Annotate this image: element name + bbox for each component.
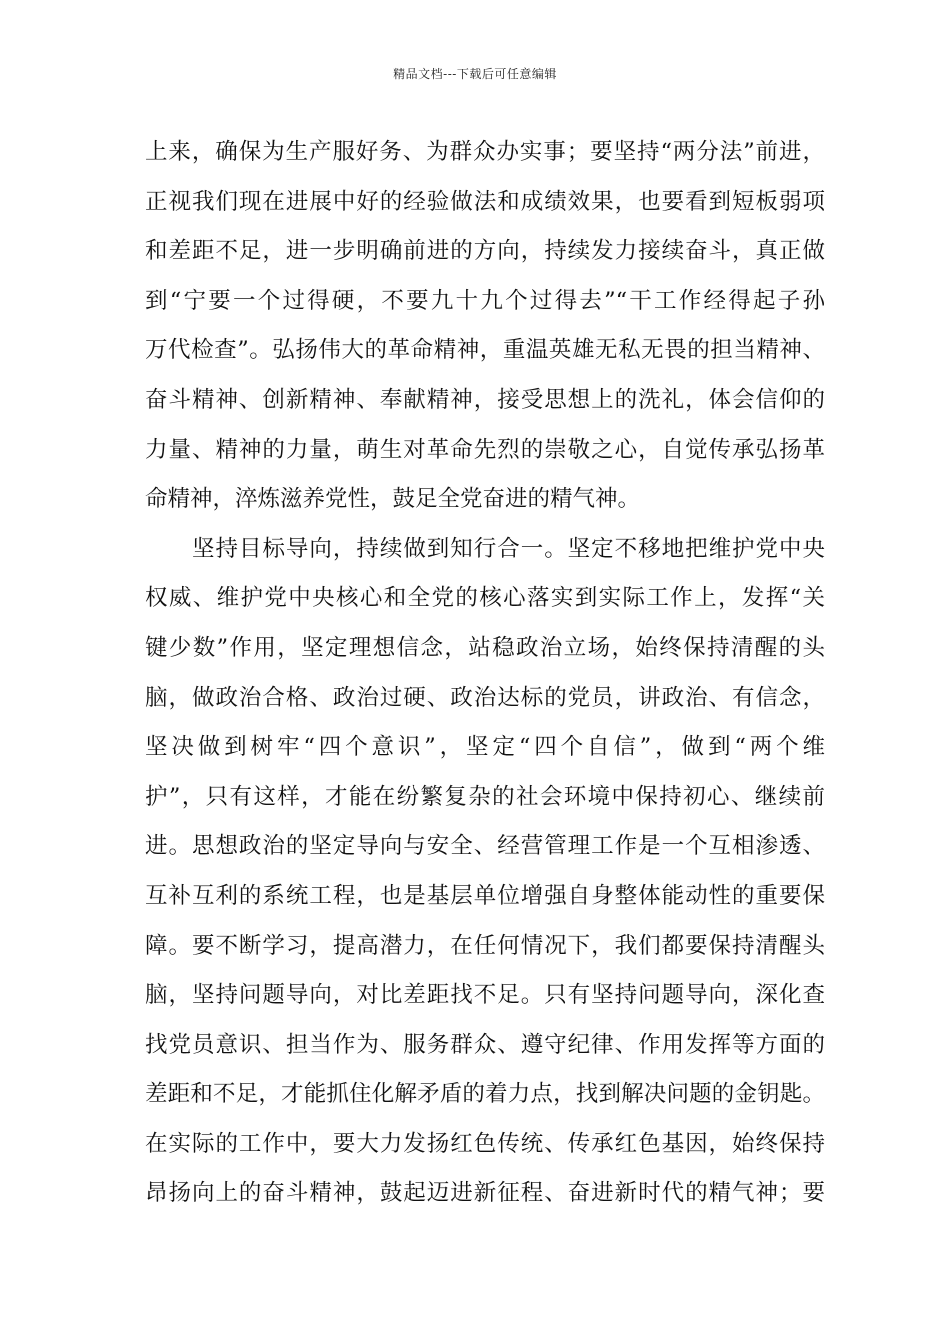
text-line: 坚持目标导向，持续做到知行合一。坚定不移地把维护党中央	[192, 535, 825, 562]
text-line: 脑，坚持问题导向，对比差距找不足。只有坚持问题导向，深化查	[145, 982, 825, 1009]
text-line: 命精神，淬炼滋养党性，鼓足全党奋进的精气神。	[145, 486, 641, 513]
text-line: 昂扬向上的奋斗精神，鼓起迈进新征程、奋进新时代的精气神；要	[145, 1180, 825, 1207]
text-line: 和差距不足，进一步明确前进的方向，持续发力接续奋斗，真正做	[145, 238, 825, 265]
text-line: 奋斗精神、创新精神、奉献精神，接受思想上的洗礼，体会信仰的	[145, 386, 825, 413]
paragraph-2	[145, 525, 825, 1219]
text-line: 万代检查”。弘扬伟大的革命精神，重温英雄无私无畏的担当精神、	[145, 337, 825, 364]
document-body	[145, 128, 825, 1219]
text-line: 键少数”作用，坚定理想信念，站稳政治立场，始终保持清醒的头	[145, 634, 825, 661]
text-line: 权威、维护党中央核心和全党的核心落实到实际工作上，发挥“关	[145, 585, 825, 612]
text-line: 互补互利的系统工程，也是基层单位增强自身整体能动性的重要保	[145, 882, 825, 909]
paragraph-1	[145, 128, 825, 525]
text-line: 护”，只有这样，才能在纷繁复杂的社会环境中保持初心、继续前	[145, 783, 825, 810]
text-line: 进。思想政治的坚定导向与安全、经营管理工作是一个互相渗透、	[145, 833, 825, 860]
text-line: 正视我们现在进展中好的经验做法和成绩效果，也要看到短板弱项	[145, 188, 825, 215]
text-line: 障。要不断学习，提高潜力，在任何情况下，我们都要保持清醒头	[145, 932, 825, 959]
text-line: 上来，确保为生产服好务、为群众办实事；要坚持“两分法”前进，	[145, 139, 825, 165]
text-line: 到“宁要一个过得硬，不要九十九个过得去”“干工作经得起子孙	[145, 287, 825, 314]
text-line: 脑，做政治合格、政治过硬、政治达标的党员，讲政治、有信念，	[145, 684, 825, 711]
text-line: 找党员意识、担当作为、服务群众、遵守纪律、作用发挥等方面的	[145, 1031, 825, 1058]
page-header: 精品文档---下载后可任意编辑	[393, 67, 557, 81]
text-line: 差距和不足，才能抓住化解矛盾的着力点，找到解决问题的金钥匙。	[145, 1081, 825, 1108]
text-line: 在实际的工作中，要大力发扬红色传统、传承红色基因，始终保持	[145, 1130, 825, 1157]
text-line: 坚决做到树牢“四个意识”，坚定“四个自信”，做到“两个维	[145, 734, 825, 761]
text-line: 力量、精神的力量，萌生对革命先烈的崇敬之心，自觉传承弘扬革	[145, 436, 825, 463]
